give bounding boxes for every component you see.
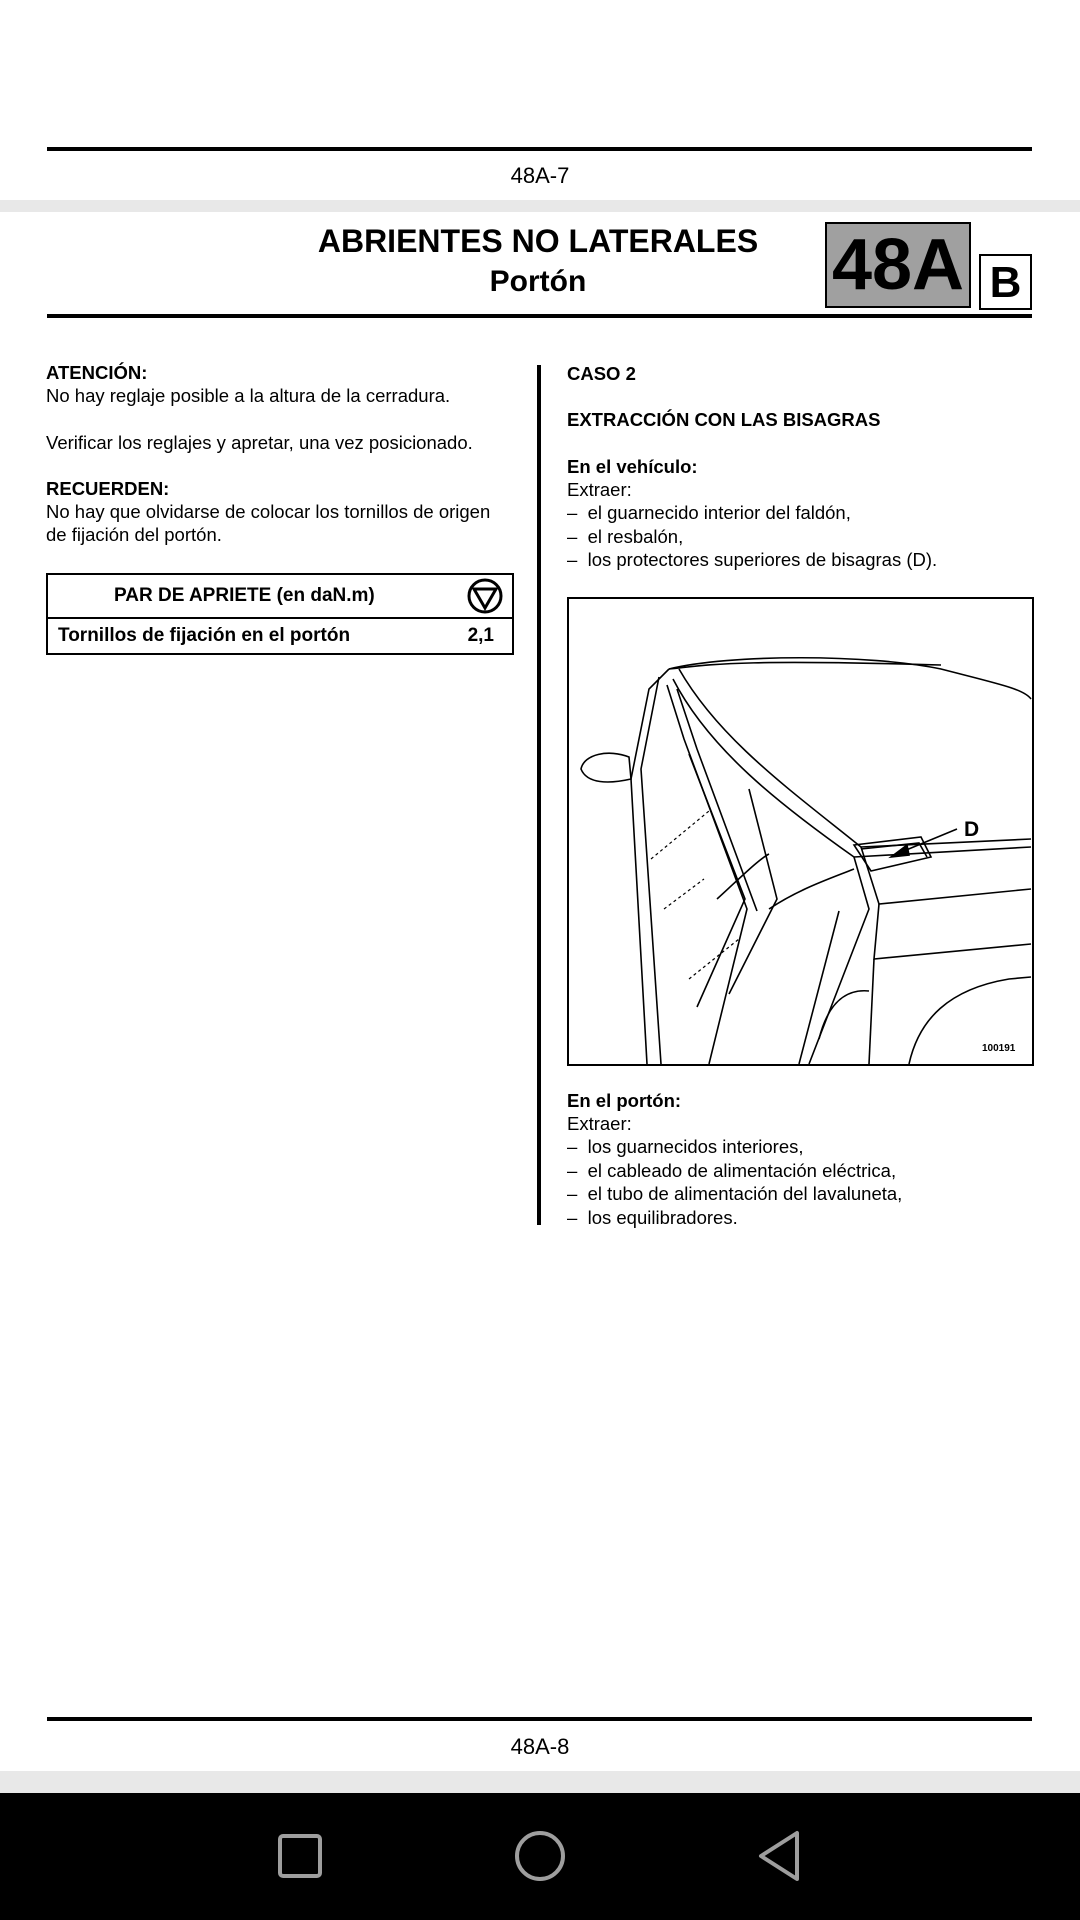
- list-item-text: los equilibradores.: [587, 1206, 738, 1228]
- next-page-number: 48A-8: [510, 1734, 570, 1759]
- list-item: [567, 525, 1017, 549]
- list-item: [567, 548, 1017, 572]
- bullet-dash: –: [567, 1183, 578, 1204]
- list-item: [567, 1159, 1017, 1183]
- top-rule: [47, 147, 1032, 151]
- list-item-text: el cableado de alimentación eléctrica,: [587, 1159, 897, 1181]
- page-subtitle: Portón: [489, 265, 587, 298]
- torque-icon-cell: [454, 574, 513, 618]
- caso-heading: CASO 2: [567, 363, 636, 384]
- torque-row-value: 2,1: [467, 625, 494, 646]
- recuerden-line-2: de fijación del portón.: [46, 524, 222, 545]
- list-item: [567, 1135, 1017, 1159]
- column-divider: [537, 365, 541, 1225]
- bullet-dash: –: [567, 1136, 578, 1157]
- system-nav-bar: [0, 1793, 1080, 1920]
- figure-callout-label: D: [964, 818, 980, 841]
- torque-row-label-cell: [47, 618, 454, 654]
- atencion-text: No hay reglaje posible a la altura de la cerradura.: [46, 385, 451, 406]
- tailgate-hinge-figure: [567, 597, 1034, 1066]
- verificar-text: Verificar los reglajes y apretar, una vez posicionado.: [46, 432, 473, 453]
- atencion-heading: ATENCIÓN:: [46, 362, 148, 383]
- section-code-badge: 48A: [825, 222, 971, 308]
- back-triangle-icon[interactable]: [755, 1828, 805, 1884]
- torque-table-header: PAR DE APRIETE (en daN.m): [114, 585, 375, 606]
- page-gap-bottom: [0, 1771, 1080, 1793]
- prev-page-number: 48A-7: [510, 163, 570, 188]
- car-rear-drawing: [569, 599, 1032, 1064]
- list-item-text: los protectores superiores de bisagras (D).: [587, 549, 938, 570]
- bullet-dash: –: [567, 549, 578, 570]
- list-item-text: los guarnecidos interiores,: [587, 1136, 804, 1157]
- bullet-dash: –: [567, 1159, 578, 1181]
- extraccion-heading: EXTRACCIÓN CON LAS BISAGRAS: [567, 409, 881, 430]
- bottom-rule: [47, 1717, 1032, 1721]
- page-gap: [0, 200, 1080, 212]
- header-rule: [47, 314, 1032, 318]
- vehiculo-intro: Extraer:: [567, 479, 632, 500]
- bullet-dash: –: [567, 1206, 578, 1228]
- recuerden-heading: RECUERDEN:: [46, 478, 170, 499]
- list-item-text: el resbalón,: [587, 525, 684, 547]
- vehiculo-list: [567, 501, 1017, 572]
- bullet-dash: –: [567, 525, 578, 547]
- porton-intro: Extraer:: [567, 1113, 632, 1134]
- bullet-dash: –: [567, 502, 578, 523]
- torque-wrench-icon: [466, 577, 504, 615]
- torque-row-label: Tornillos de fijación en el portón: [58, 625, 351, 646]
- recuerden-line-1: No hay que olvidarse de colocar los tornillos de origen: [46, 501, 491, 522]
- torque-table-header-cell: [47, 574, 454, 618]
- section-letter-badge: B: [979, 254, 1032, 310]
- porton-list: [567, 1135, 1017, 1229]
- list-item: [567, 1182, 1017, 1206]
- torque-table: [46, 573, 514, 655]
- porton-heading: En el portón:: [567, 1090, 682, 1111]
- home-circle-icon[interactable]: [512, 1828, 568, 1884]
- vehiculo-heading: En el vehículo:: [567, 456, 698, 477]
- figure-number: 100191: [982, 1043, 1016, 1054]
- page-title: ABRIENTES NO LATERALES: [317, 223, 759, 259]
- recents-square-icon[interactable]: [275, 1831, 325, 1881]
- list-item-text: el guarnecido interior del faldón,: [587, 502, 851, 523]
- torque-row-value-cell: [454, 618, 513, 654]
- list-item-text: el tubo de alimentación del lavaluneta,: [587, 1183, 903, 1204]
- list-item: [567, 501, 1017, 525]
- list-item: [567, 1206, 1017, 1230]
